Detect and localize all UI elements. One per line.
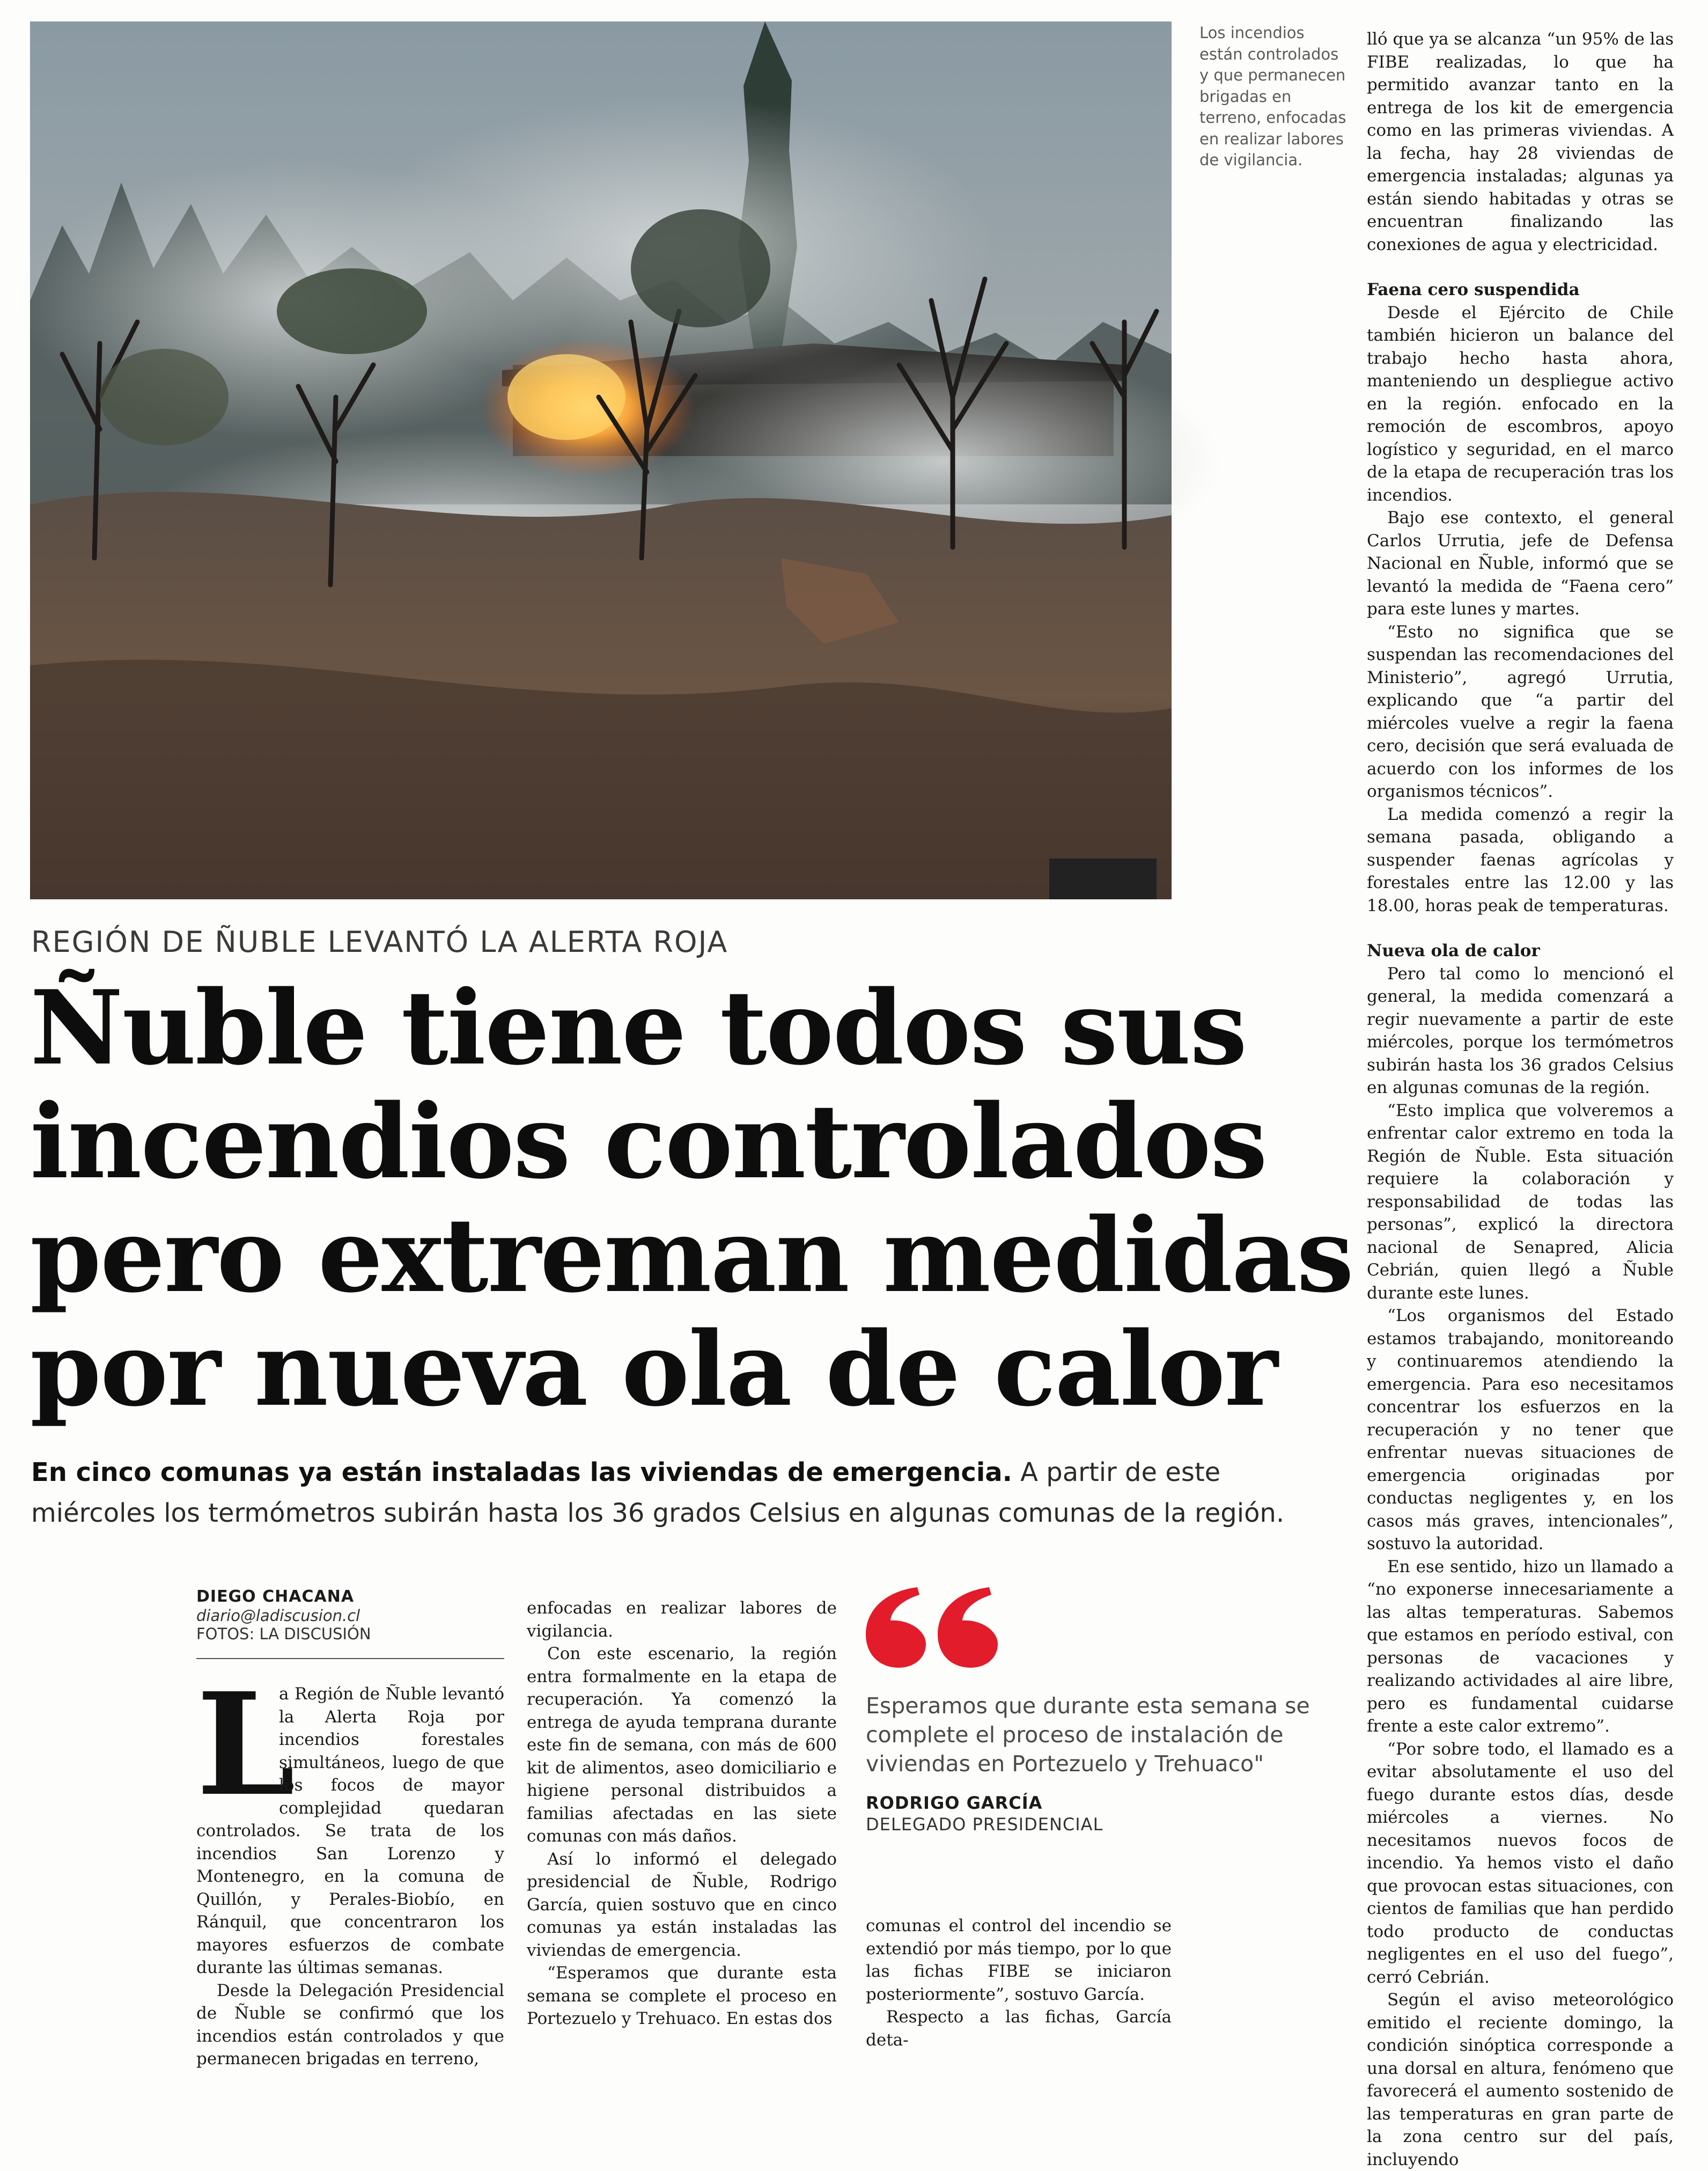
byline-divider (196, 1658, 504, 1659)
photo-caption: Los incendios están controlados y que permanecen brigadas en terreno, enfocadas en realizar labores de vigilancia. (1199, 24, 1346, 169)
pull-quote-author: RODRIGO GARCÍA (866, 1793, 1043, 1813)
fire-photo (30, 21, 1172, 899)
byline-email[interactable]: diario@ladiscusion.cl (196, 1607, 360, 1625)
body-paragraph: Con este escenario, la región entra formalmente en la etapa de recuperación. Ya comenzó la entrega de ayuda temprana durante este fin de semana, con más de 600 kit de alimentos, aseo domiciliario e higiene personal distribuidos a familias afectadas en las siete comunas con más daños. (527, 1644, 837, 1846)
headline-line: por nueva ola de calor (30, 1309, 1277, 1429)
article-column-2 (527, 1597, 837, 2030)
body-paragraph: comunas el control del incendio se extendió por más tiempo, por lo que las fichas FIBE se iniciaron posteriormente”, sostuvo García. (866, 1916, 1172, 2004)
article-column-1 (196, 1662, 504, 2071)
fire-photo-illustration (30, 21, 1172, 899)
drop-cap: L (196, 1662, 296, 1827)
byline-photo-credit: FOTOS: LA DISCUSIÓN (196, 1625, 371, 1643)
body-paragraph: “Esto no significa que se suspendan las recomendaciones del Ministerio”, agregó Urrutia, explicando que “a partir del miércoles vuelve a regir la faena cero, decisión que será evaluada de acuerdo con los informes de los organismos técnicos”. (1367, 622, 1674, 801)
byline (196, 1587, 504, 1643)
article-deck (31, 1452, 1351, 1534)
body-paragraph: “Por sobre todo, el llamado es a evitar absolutamente el uso del fuego durante estos días, desde miércoles a viernes. No necesitamos nuevos focos de incendio. Ya hemos visto el daño que provocan estas situaciones, con cientos de familias que han perdido todo producto de conductas negligentes en el uso del fuego”, cerró Cebrián. (1367, 1739, 1674, 1987)
body-paragraph: Según el aviso meteorológico emitido el reciente domingo, la condición sinóptica corresponde a una dorsal en altura, fenómeno que favorecerá el aumento sostenido de las temperaturas en gran parte de la zona centro sur del país, incluyendo (1367, 1990, 1674, 2169)
pull-quote-text: Esperamos que durante esta semana se complete el proceso de instalación de viviendas en Portezuelo y Trehuaco" (866, 1693, 1310, 1777)
headline-line: pero extreman medidas (30, 1195, 1353, 1315)
pull-quote-role: DELEGADO PRESIDENCIAL (866, 1814, 1103, 1835)
quote-marks-icon (866, 1587, 1011, 1668)
body-paragraph: Bajo ese contexto, el general Carlos Urrutia, jefe de Defensa Nacional en Ñuble, informó que se levantó la medida de “Faena cero” para este lunes y martes. (1367, 508, 1674, 619)
body-paragraph: “Esto implica que volveremos a enfrentar calor extremo en toda la Región de Ñuble. Esta situación requiere la colaboración y responsabilidad de todas las personas”, explicó la directora nacional de Senapred, Alicia Cebrián, quien llegó a Ñuble durante este lunes. (1367, 1101, 1674, 1303)
body-paragraph: a Región de Ñuble levantó la Alerta Roja por incendios forestales simultáneos, luego de que los focos de mayor complejidad quedaran controlados. Se trata de los incendios San Lorenzo y Montenegro, en la comuna de Quillón, y Perales-Biobío, en Ránquil, que concentraron los mayores esfuerzos de combate durante las últimas semanas. (196, 1684, 504, 1977)
byline-author: DIEGO CHACANA (196, 1587, 355, 1606)
body-paragraph: La medida comenzó a regir la semana pasada, obligando a suspender faenas agrícolas y forestales entre las 12.00 y las 18.00, horas peak de temperaturas. (1367, 804, 1674, 915)
body-paragraph: lló que ya se alcanza “un 95% de las FIBE realizadas, lo que ha permitido avanzar tanto en la entrega de los kit de emergencia como en las primeras viviendas. A la fecha, hay 28 viviendas de emergencia instaladas; algunas ya están siendo habitadas y otras se encuentran finalizando las conexiones de agua y electricidad. (1367, 30, 1674, 254)
body-paragraph: Desde la Delegación Presidencial de Ñuble se confirmó que los incendios están controlados y que permanecen brigadas en terreno, (196, 1981, 504, 2069)
body-paragraph: Así lo informó el delegado presidencial de Ñuble, Rodrigo García, quien sostuvo que en cinco comunas ya están instaladas las viviendas de emergencia. (527, 1849, 837, 1960)
section-subheading: Faena cero suspendida (1367, 280, 1580, 299)
body-paragraph: “Los organismos del Estado estamos trabajando, monitoreando y continuaremos atendiendo la emergencia. Para eso necesitamos concentrar los esfuerzos en la recuperación y no tener que enfrentar nuevas situaciones de emergencia originadas por conductas negligentes y, en los casos más graves, intencionales”, sostuvo la autoridad. (1367, 1306, 1674, 1553)
article-column-3 (866, 1915, 1172, 2051)
body-paragraph: Pero tal como lo mencionó el general, la medida comenzará a regir nuevamente a partir de este miércoles, porque los termómetros subirán hasta los 36 grados Celsius en algunas comunas de la región. (1367, 964, 1674, 1097)
headline-line: Ñuble tiene todos sus (30, 968, 1247, 1088)
article-headline (30, 968, 1353, 1429)
pull-quote (866, 1587, 1330, 1835)
deck-lead: En cinco comunas ya están instaladas las viviendas de emergencia. (31, 1457, 1012, 1487)
article-column-4 (1367, 28, 1674, 2171)
article-kicker: REGIÓN DE ÑUBLE LEVANTÓ LA ALERTA ROJA (31, 925, 728, 959)
headline-line: incendios controlados (30, 1082, 1267, 1201)
body-paragraph: “Esperamos que durante esta semana se complete el proceso en Portezuelo y Trehuaco. En estas dos (527, 1963, 837, 2028)
section-subheading: Nueva ola de calor (1367, 941, 1540, 960)
body-paragraph: enfocadas en realizar labores de vigilancia. (527, 1598, 837, 1641)
deck-rest: A partir de este miércoles los termómetros subirán hasta los 36 grados Celsius en algunas comunas de la región. (31, 1457, 1285, 1528)
body-paragraph: En ese sentido, hizo un llamado a “no exponerse innecesariamente a las altas temperaturas. Sabemos que estamos en período estival, con personas de vacaciones y realizando actividades al aire libre, pero es fundamental cuidarse frente a este calor extremo”. (1367, 1557, 1674, 1736)
body-paragraph: Desde el Ejército de Chile también hicieron un balance del trabajo hecho hasta ahora, manteniendo un despliegue activo en la región. enfocado en la remoción de escombros, apoyo logístico y seguridad, en el marco de la etapa de recuperación tras los incendios. (1367, 303, 1674, 505)
body-paragraph: Respecto a las fichas, García deta- (866, 2007, 1172, 2050)
